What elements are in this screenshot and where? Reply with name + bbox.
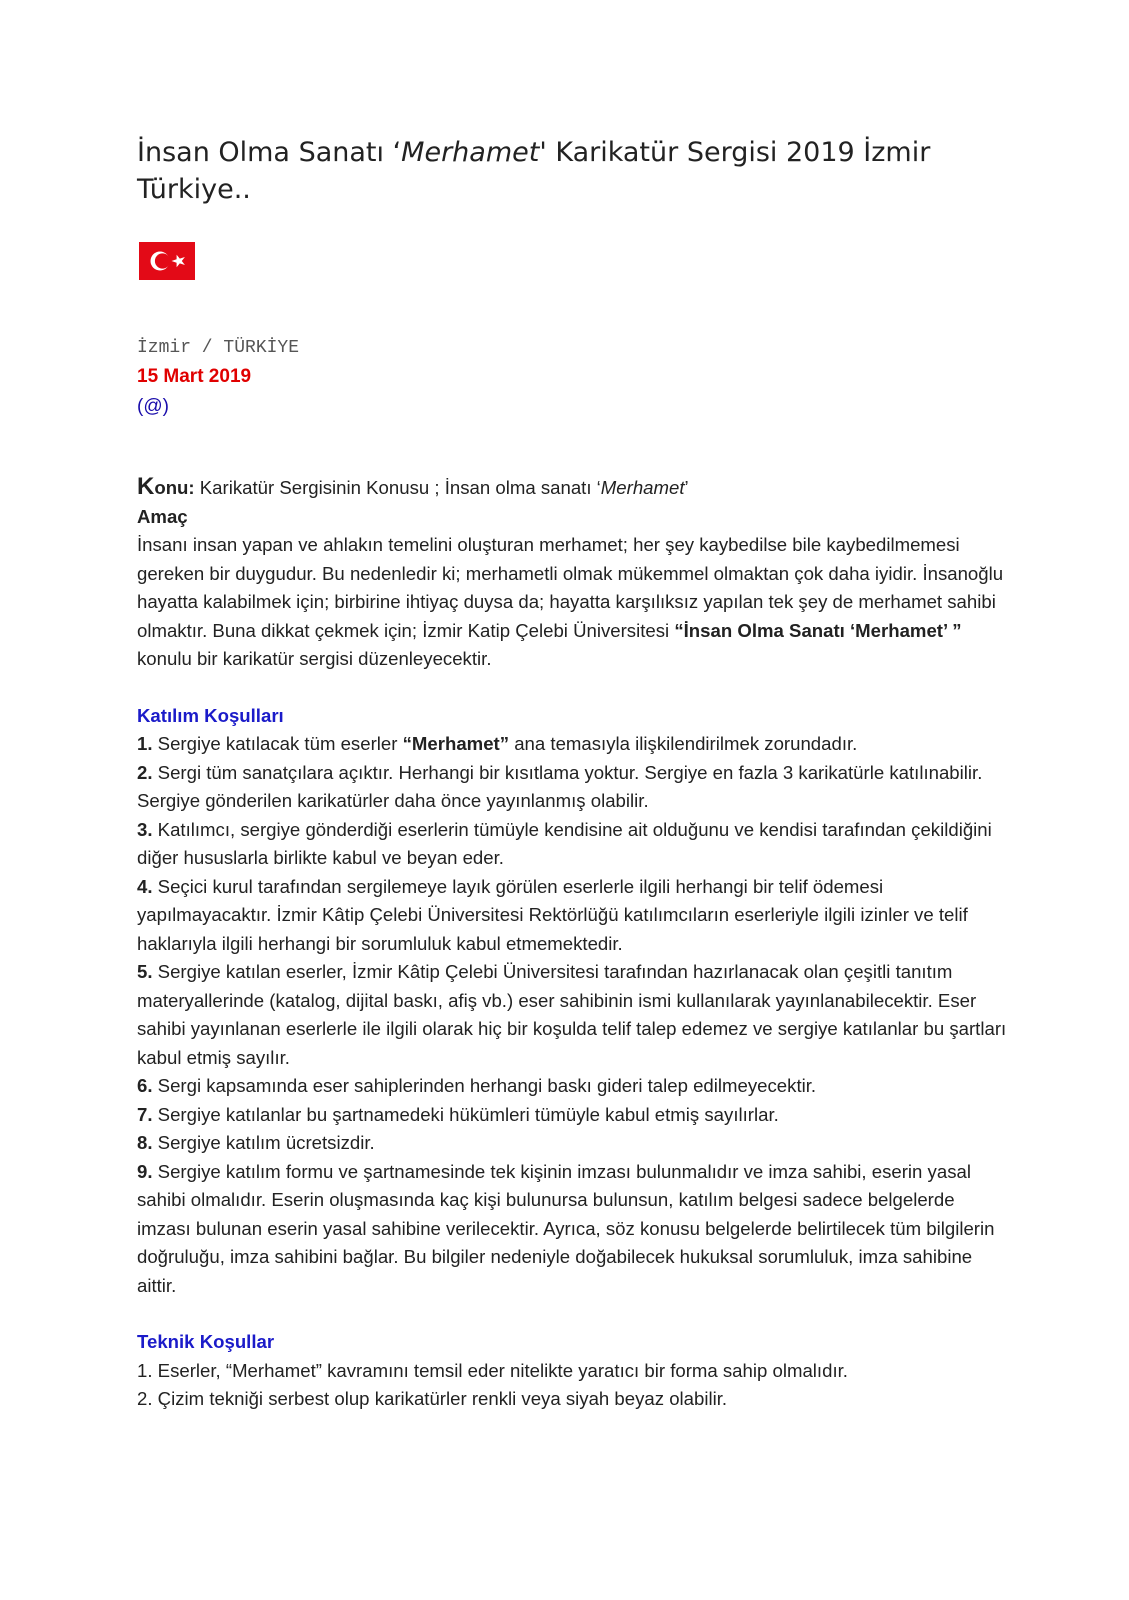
location-line: İzmir / TÜRKİYE [137,338,300,358]
katilim-item: 6. Sergi kapsamında eser sahiplerinden herhangi baskı gideri talep edilmeyecektir. [137,1075,817,1096]
katilim-heading: Katılım Koşulları [137,704,284,726]
teknik-item: 1. Eserler, “Merhamet” kavramını temsil eder nitelikte yaratıcı bir forma sahip olmalıdır. [137,1359,848,1381]
page-title: İnsan Olma Sanatı ‘Merhamet' Karikatür Sergisi 2019 İzmir Türkiye.. [137,137,931,205]
konu-paragraph: Konu: Karikatür Sergisinin Konusu ; İnsan olma sanatı ‘Merhamet’ [137,473,689,500]
teknik-heading: Teknik Koşullar [137,1331,275,1352]
teknik-list [137,1357,1007,1414]
katilim-item: 3. Katılımcı, sergiye gönderdiği eserlerin tümüyle kendisine ait olduğunu ve kendisi tarafından çekildiğini diğer hususlarla birlikte kabul ve beyan eder. [137,818,992,868]
katilim-list [137,730,1007,1300]
contact-link[interactable]: (@) [137,396,169,417]
katilim-item: 8. Sergiye katılım ücretsizdir. [137,1132,375,1153]
amac-paragraph: İnsanı insan yapan ve ahlakın temelini oluşturan merhamet; her şey kaybedilse bile kaybedilmemesi gereken bir duygudur. Bu nedenledir ki; merhametli olmak mükemmel olmaktan çok daha iyidir. İnsanoğlu hayatta kalabilmek için; birbirine ihtiyaç duysa da; hayatta karşılıksız yapılan tek şey de merhamet sahibi olmaktır. Buna dikkat çekmek için; İzmir Katip Çelebi Üniversitesi “İnsan Olma Sanatı ‘Merhamet’ ” konulu bir karikatür sergisi düzenleyecektir. [137,534,1004,669]
katilim-item: 9. Sergiye katılım formu ve şartnamesinde tek kişinin imzası bulunmalıdır ve imza sahibi, eserin yasal sahibi olmalıdır. Eserin oluşmasında kaç kişi bulunursa bulunsun, katılım belgesi sadece belgelerde imzası bulunan eserin yasal sahibine verilecektir. Ayrıca, söz konusu belgelerde belirtilecek tüm bilgilerin doğruluğu, imza sahibini bağlar. Bu bilgiler nedeniyle doğabilecek hukuksal sorumluluk, imza sahibine aittir. [137,1160,995,1296]
katilim-item: 1. Sergiye katılacak tüm eserler “Merhamet” ana temasıyla ilişkilendirilmek zorundadır. [137,733,858,754]
katilim-item: 7. Sergiye katılanlar bu şartnamedeki hükümleri tümüyle kabul etmiş sayılırlar. [137,1103,779,1125]
katilim-item: 2. Sergi tüm sanatçılara açıktır. Herhangi bir kısıtlama yoktur. Sergiye en fazla 3 karikatürle katılınabilir. Sergiye gönderilen karikatürler daha önce yayınlanmış olabilir. [137,761,983,811]
amac-heading: Amaç [137,505,188,527]
date-line: 15 Mart 2019 [137,366,252,387]
katilim-item: 5. Sergiye katılan eserler, İzmir Kâtip Çelebi Üniversitesi tarafından hazırlanacak olan çeşitli tanıtım materyallerinde (katalog, dijital baskı, afiş vb.) eser sahibinin ismi kullanılarak yayınlanabilecektir. Eser sahibi yayınlanan eserlerle ile ilgili olarak hiç bir koşulda telif talep edemez ve sergiye katılanlar bu şartları kabul etmiş sayılır. [137,961,1007,1068]
katilim-item: 4. Seçici kurul tarafından sergilemeye layık görülen eserlerle ilgili herhangi bir telif ödemesi yapılmayacaktır. İzmir Kâtip Çelebi Üniversitesi Rektörlüğü katılımcıların eserleriyle ilgili izinler ve telif haklarıyla ilgili herhangi bir sorumluluk kabul etmemektedir. [137,875,968,954]
teknik-item: 2. Çizim tekniği serbest olup karikatürler renkli veya siyah beyaz olabilir. [137,1388,728,1409]
turkish-flag-icon [139,242,195,280]
document-body [137,473,1007,1414]
